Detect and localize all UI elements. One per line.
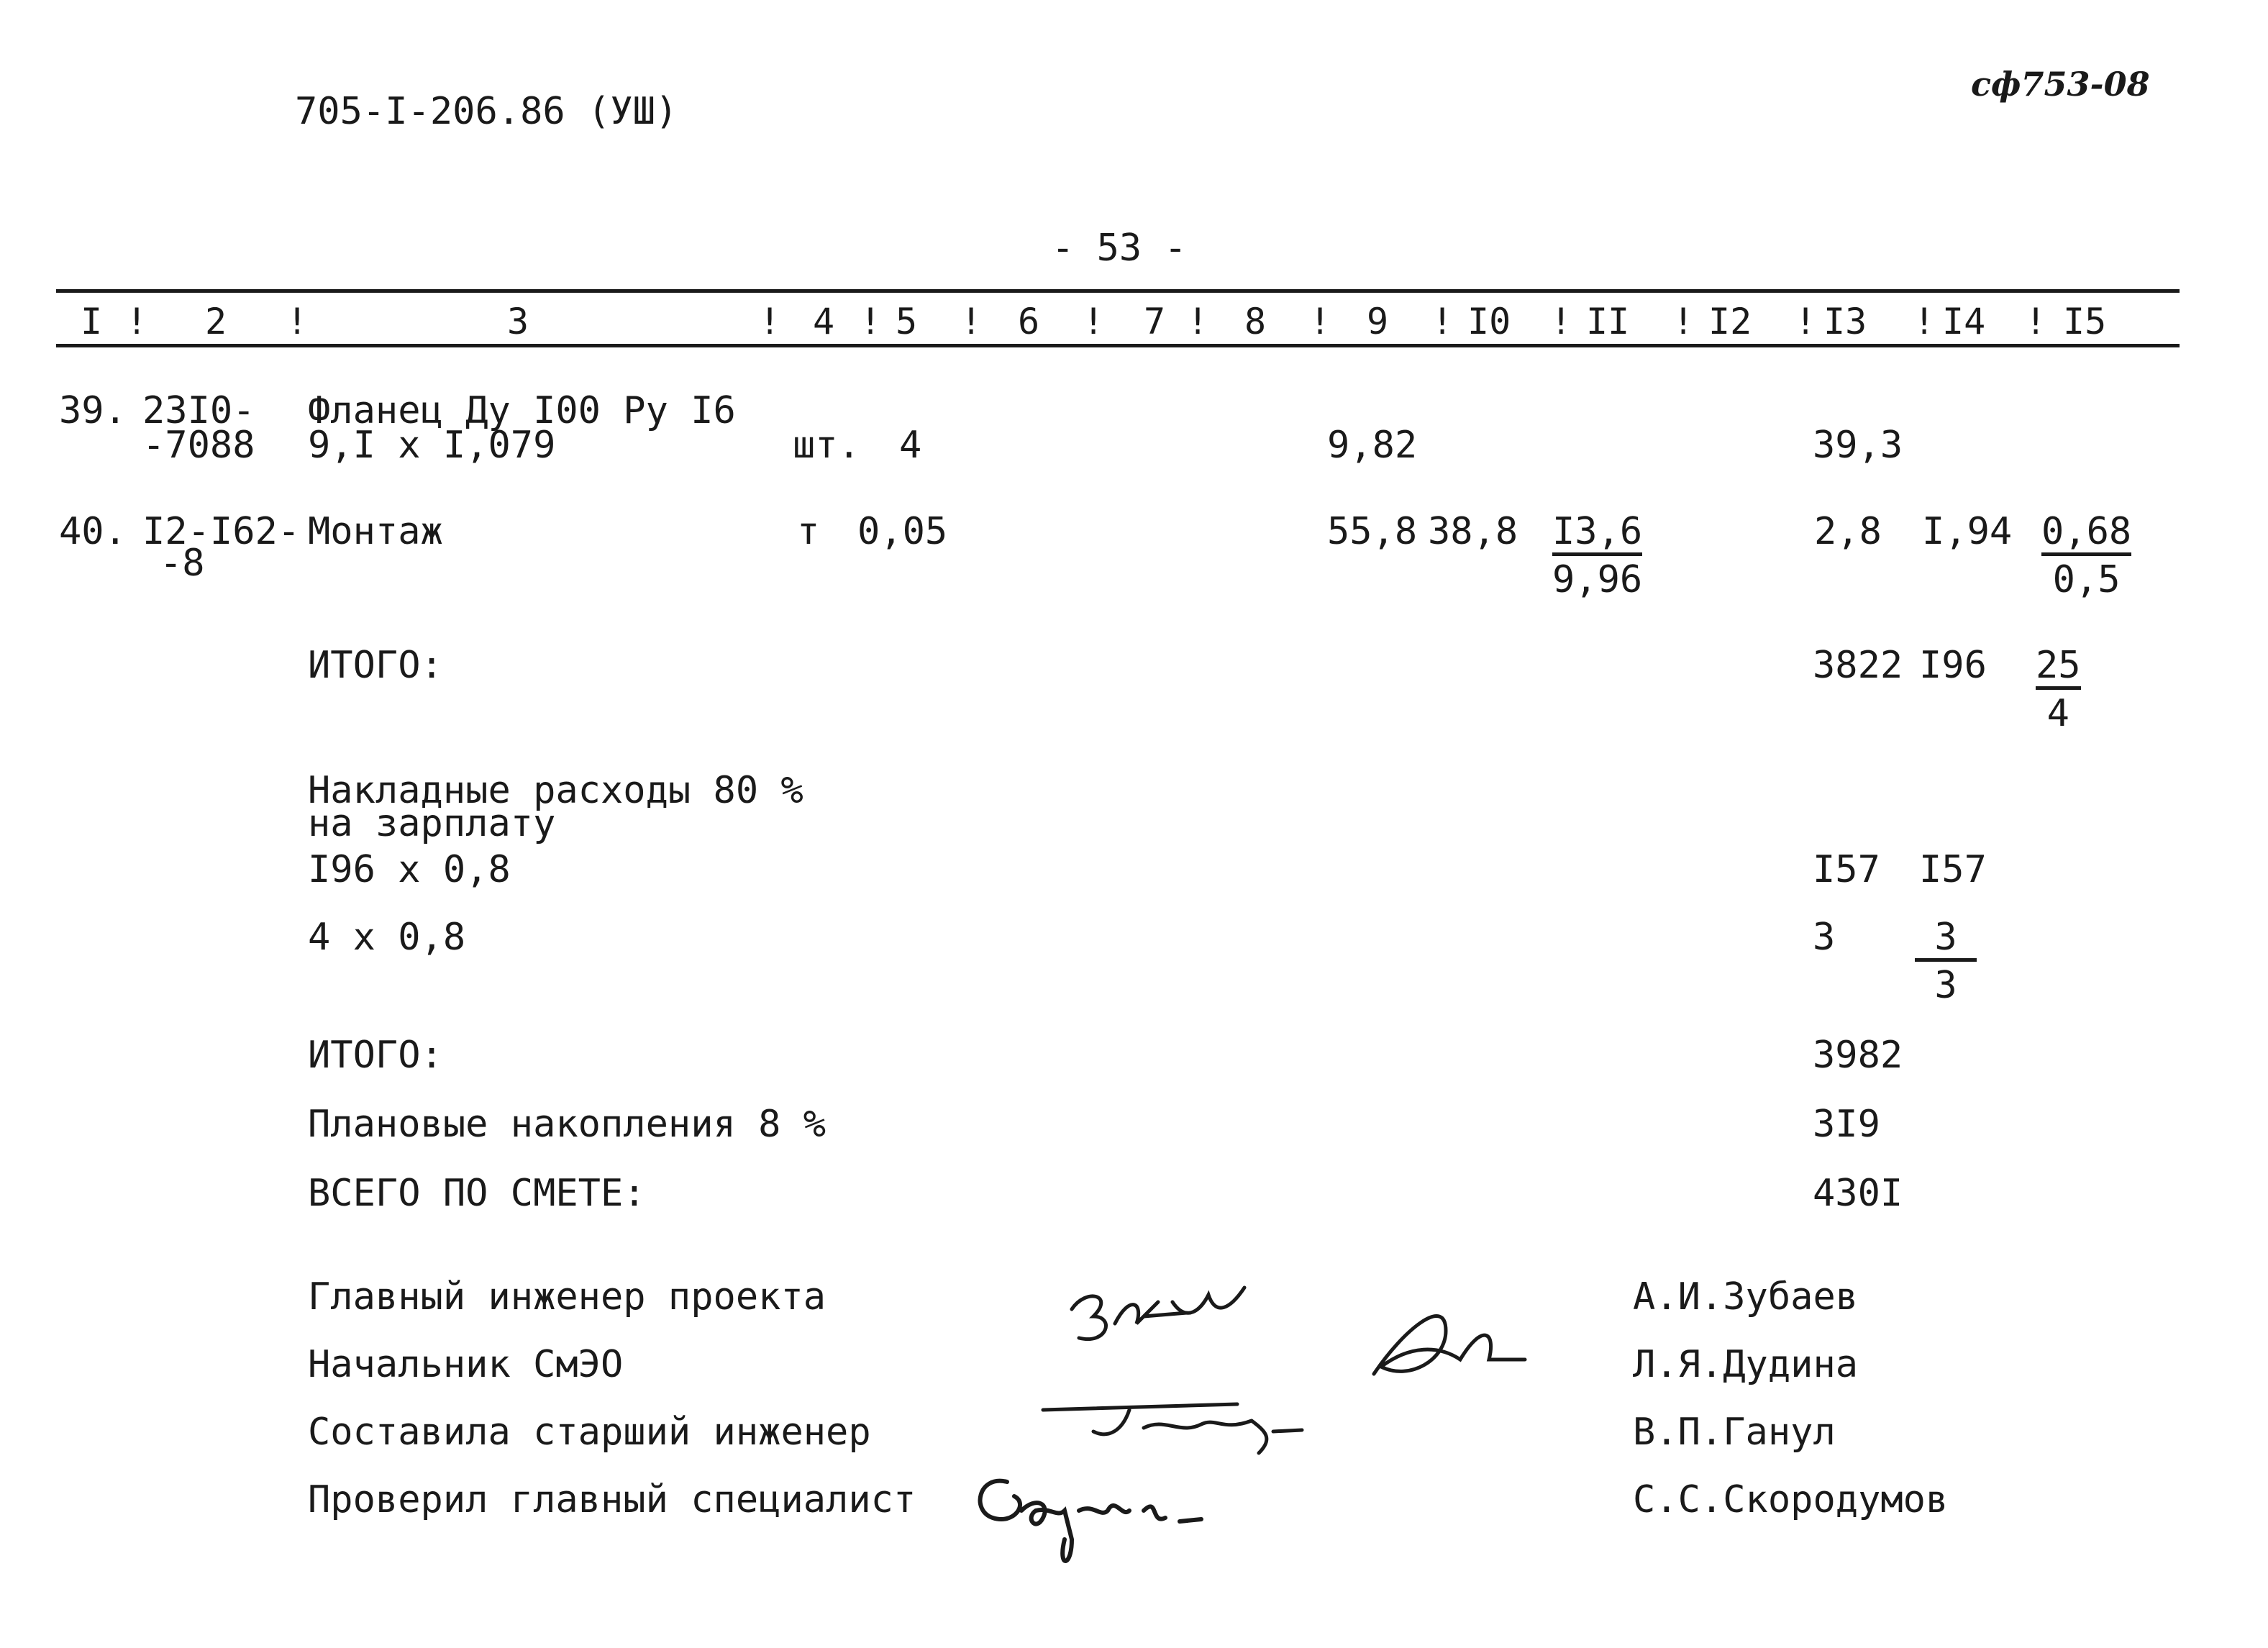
row-40-qty: 0,05 bbox=[857, 510, 948, 553]
col-separator: ! bbox=[286, 301, 309, 342]
calc2-col13: 3 bbox=[1813, 916, 1836, 959]
col-separator: ! bbox=[1913, 301, 1936, 342]
signature-name-2: Л.Я.Дудина bbox=[1633, 1343, 1859, 1386]
col-header-4: 4 bbox=[813, 301, 835, 342]
col-header-5: 5 bbox=[896, 301, 918, 342]
row-39-col13: 39,3 bbox=[1813, 424, 1903, 467]
calc2-col14-numerator: 3 bbox=[1915, 918, 1977, 962]
row-40-code-line1: I2-I62- bbox=[142, 510, 301, 553]
row-40-col15-denominator: 0,5 bbox=[2052, 558, 2121, 601]
col-separator: ! bbox=[1187, 301, 1209, 342]
col-header-13: I3 bbox=[1823, 301, 1867, 342]
row-39-code-line1: 23I0- bbox=[142, 389, 255, 432]
row-40-col11-denominator: 9,96 bbox=[1552, 558, 1643, 601]
row-40-code-line2: -8 bbox=[160, 542, 205, 585]
handwritten-signature-1 bbox=[1065, 1280, 1252, 1362]
calc1-col14: I57 bbox=[1919, 848, 1987, 891]
planned-savings-col13: 3I9 bbox=[1813, 1103, 1880, 1146]
calc1-col13: I57 bbox=[1813, 848, 1880, 891]
col-header-10: I0 bbox=[1467, 301, 1511, 342]
table-header-rule bbox=[56, 344, 2180, 347]
row-40-col11-numerator: I3,6 bbox=[1552, 512, 1642, 556]
col-separator: ! bbox=[1550, 301, 1572, 342]
col-separator: ! bbox=[1083, 301, 1105, 342]
col-header-6: 6 bbox=[1018, 301, 1040, 342]
row-40-col13: 2,8 bbox=[1814, 510, 1882, 553]
planned-savings-label: Плановые накопления 8 % bbox=[308, 1103, 826, 1146]
col-header-15: I5 bbox=[2063, 301, 2107, 342]
row-39-name-line2: 9,I x I,079 bbox=[308, 424, 556, 467]
row-40-col11-fraction bbox=[1552, 512, 1642, 599]
signature-role-1: Главный инженер проекта bbox=[308, 1275, 826, 1319]
row-39-unit: шт. bbox=[793, 424, 860, 467]
col-separator: ! bbox=[960, 301, 983, 342]
col-separator: ! bbox=[2025, 301, 2047, 342]
col-separator: ! bbox=[126, 301, 148, 342]
calc2-label: 4 x 0,8 bbox=[308, 916, 466, 959]
col-separator: ! bbox=[759, 301, 781, 342]
row-40-col14: I,94 bbox=[1922, 510, 2013, 553]
col-header-9: 9 bbox=[1367, 301, 1389, 342]
row-40-number: 40. bbox=[59, 510, 127, 553]
row-39-number: 39. bbox=[59, 389, 127, 432]
signature-name-1: А.И.Зубаев bbox=[1633, 1275, 1859, 1319]
calc2-col14-denominator: 3 bbox=[1934, 964, 1957, 1007]
overhead-line1: Накладные расходы 80 % bbox=[308, 769, 803, 812]
row-40-col9: 55,8 bbox=[1327, 510, 1418, 553]
table-top-rule bbox=[56, 289, 2180, 293]
col-separator: ! bbox=[1795, 301, 1817, 342]
handwritten-signature-2 bbox=[1360, 1288, 1525, 1391]
col-header-7: 7 bbox=[1144, 301, 1166, 342]
col-separator: ! bbox=[1309, 301, 1331, 342]
overhead-line2: на зарплату bbox=[308, 802, 556, 845]
calc2-col14-fraction bbox=[1915, 918, 1977, 1005]
signature-role-2: Начальник СмЭО bbox=[308, 1343, 624, 1386]
itogo-1-col15-denominator: 4 bbox=[2046, 692, 2069, 735]
signature-role-3: Составила старший инженер bbox=[308, 1411, 871, 1454]
row-40-col10: 38,8 bbox=[1428, 510, 1518, 553]
row-39-name-line1: Фланец Ду I00 Ру I6 bbox=[308, 389, 736, 432]
handwritten-signature-3 bbox=[1036, 1396, 1309, 1463]
itogo-1-col14: I96 bbox=[1919, 644, 1987, 687]
col-separator: ! bbox=[1672, 301, 1695, 342]
col-separator: ! bbox=[1431, 301, 1454, 342]
page-number: - 53 - bbox=[1052, 227, 1187, 270]
row-39-col9: 9,82 bbox=[1327, 424, 1418, 467]
signature-name-3: В.П.Ганул bbox=[1633, 1411, 1836, 1454]
itogo-1-label: ИТОГО: bbox=[308, 644, 443, 687]
col-header-11: II bbox=[1586, 301, 1630, 342]
row-40-col15-fraction bbox=[2041, 512, 2131, 599]
grand-total-label: ВСЕГО ПО СМЕТЕ: bbox=[308, 1172, 646, 1215]
row-39-code-line2: -7088 bbox=[142, 424, 255, 467]
handwritten-signature-4 bbox=[964, 1467, 1208, 1578]
itogo-2-label: ИТОГО: bbox=[308, 1034, 443, 1077]
col-separator: ! bbox=[860, 301, 882, 342]
document-code: 705-I-206.86 (УШ) bbox=[295, 90, 678, 133]
col-header-2: 2 bbox=[205, 301, 227, 342]
row-39-qty: 4 bbox=[899, 424, 922, 467]
grand-total-col13: 430I bbox=[1813, 1172, 1903, 1215]
row-40-col15-numerator: 0,68 bbox=[2041, 512, 2131, 556]
itogo-1-col15-fraction bbox=[2036, 646, 2081, 733]
col-header-3: 3 bbox=[507, 301, 529, 342]
signature-role-4: Проверил главный специалист bbox=[308, 1478, 916, 1521]
itogo-1-col15-numerator: 25 bbox=[2036, 646, 2081, 690]
col-header-14: I4 bbox=[1942, 301, 1986, 342]
col-header-12: I2 bbox=[1708, 301, 1752, 342]
itogo-1-col13: 3822 bbox=[1813, 644, 1903, 687]
col-header-1: I bbox=[81, 301, 103, 342]
row-40-name: Монтаж bbox=[308, 510, 443, 553]
signature-name-4: С.С.Скородумов bbox=[1633, 1478, 1949, 1521]
archive-stamp: сф753-08 bbox=[1971, 65, 2150, 104]
row-40-unit: т bbox=[797, 510, 820, 553]
calc1-label: I96 x 0,8 bbox=[308, 848, 511, 891]
col-header-8: 8 bbox=[1244, 301, 1267, 342]
itogo-2-col13: 3982 bbox=[1813, 1034, 1903, 1077]
